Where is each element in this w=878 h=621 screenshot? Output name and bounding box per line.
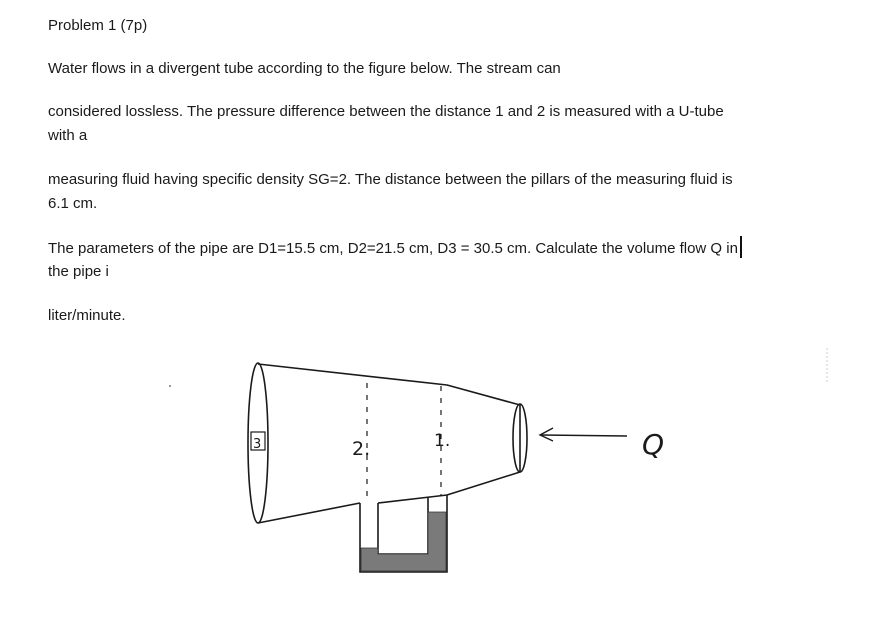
problem-line-6: The parameters of the pipe are D1=15.5 cm, D2=21.5 cm, D3 = 30.5 cm. Calculate the volume flow Q in — [48, 240, 738, 257]
speck — [169, 385, 171, 387]
flow-label-q: Q — [642, 428, 665, 461]
problem-line-8: liter/minute. — [48, 307, 126, 324]
problem-line-7: the pipe i — [48, 263, 109, 280]
section-3-label: 3 — [253, 437, 262, 452]
problem-line-3: with a — [48, 127, 88, 144]
flow-arrow-shaft — [541, 435, 627, 436]
problem-line-1: Water flows in a divergent tube according to the figure below. The stream can — [48, 60, 561, 77]
tube-bottom-left — [258, 503, 360, 523]
problem-line-2: considered lossless. The pressure difference between the distance 1 and 2 is measured with a U-tube — [48, 103, 724, 120]
u-tube-inner — [378, 497, 428, 554]
measuring-fluid — [361, 512, 446, 571]
section-1-label: 1. — [434, 431, 451, 451]
section-2-label: 2. — [352, 438, 371, 460]
problem-line-5: 6.1 cm. — [48, 195, 98, 212]
problem-title: Problem 1 (7p) — [48, 17, 148, 34]
tube-body — [258, 364, 520, 503]
problem-line-4: measuring fluid having specific density SG=2. The distance between the pillars of the measuring fluid is — [48, 171, 733, 188]
